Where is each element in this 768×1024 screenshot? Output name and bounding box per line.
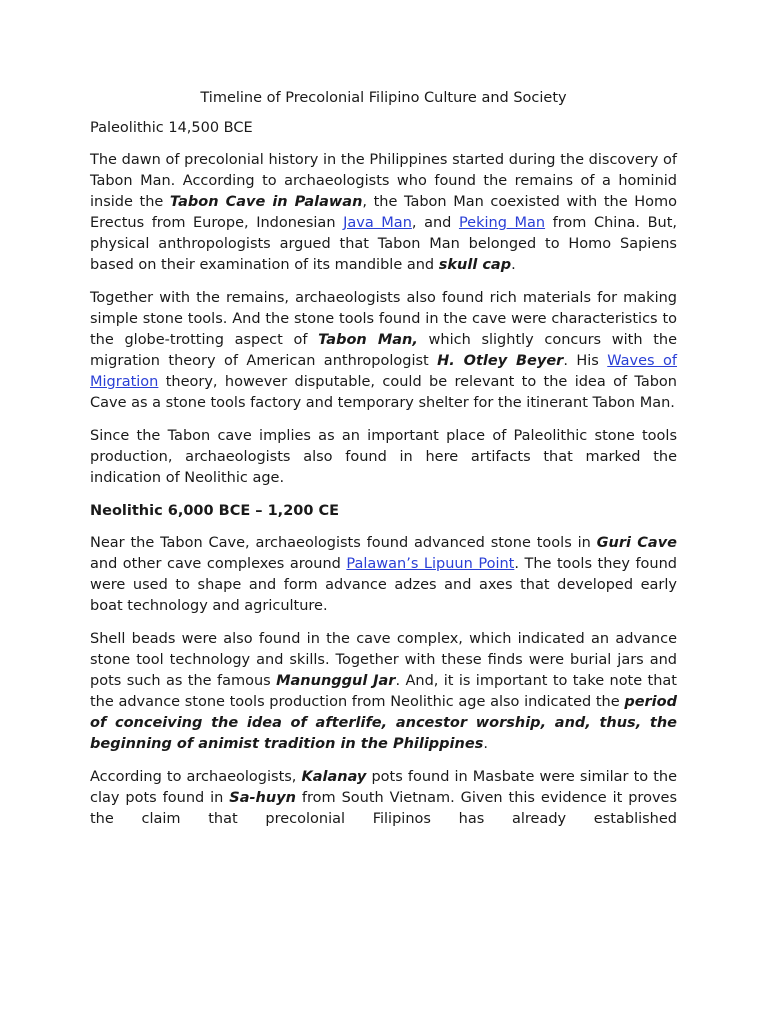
emphasized-text: Kalanay [301,769,367,785]
paragraph [90,767,677,830]
emphasized-text: Tabon Cave in Palawan [169,194,363,210]
emphasized-text: Sa-huyn [229,790,296,806]
text-run: which slightly concurs with the migration theory of American anthropologist [90,332,677,369]
text-run: . The tools they found were used to shape and form advance adzes and axes that developed early boat technology and agriculture. [90,556,678,614]
section-heading-paleolithic: Paleolithic 14,500 BCE [90,120,253,136]
text-run: . [511,257,516,273]
text-run: Shell beads were also found in the cave complex, which indicated an advance stone tool technology and skills. Together with these finds were burial jars and pots such as the famous [90,631,677,689]
section-neolithic [90,501,677,830]
hyperlink[interactable]: Java Man [343,215,412,231]
text-run: Together with the remains, archaeologists also found rich materials for making simple stone tools. And the stone tools found in the cave were characteristics to the globe-trotting aspect of [90,290,677,348]
text-run: and other cave complexes around [90,556,347,572]
text-run: . His [563,353,608,369]
emphasized-text: Manunggul Jar [276,673,396,689]
text-run: The dawn of precolonial history in the Philippines started during the discovery of Tabon Man. According to archaeologists who found the remains of a hominid inside the [90,152,677,210]
text-run: . And, it is important to take note that the advance stone tools production from Neolithic age also indicated the [90,673,677,710]
emphasized-text: skull cap [438,257,512,273]
text-run: theory, however disputable, could be relevant to the idea of Tabon Cave as a stone tools factory and temporary shelter for the itinerant Tabon Man. [90,374,677,411]
text-run: . [483,736,488,752]
text-run: Since the Tabon cave implies as an important place of Paleolithic stone tools production, archaeologists also found in here artifacts that marked the indication of Neolithic age. [90,428,677,486]
document-title: Timeline of Precolonial Filipino Culture and Society [200,90,567,106]
paragraph [90,426,677,489]
section-paleolithic [90,118,677,489]
hyperlink[interactable]: Palawan’s Lipuun Point [346,556,515,572]
paragraph [90,533,677,617]
text-run: , and [411,215,459,231]
emphasized-text: Tabon Man, [318,332,418,348]
hyperlink[interactable]: Peking Man [458,215,546,231]
text-run: According to archaeologists, [90,769,302,785]
text-run: from China. But, physical anthropologists argued that Tabon Man belonged to Homo Sapiens based on their examination of its mandible and [90,215,678,273]
section-heading-neolithic: Neolithic 6,000 BCE – 1,200 CE [90,503,340,519]
paragraph [90,629,677,755]
paragraph [90,288,677,414]
paragraph [90,150,677,276]
document-page [90,88,677,842]
text-run: from South Vietnam. Given this evidence it proves the claim that precolonial Filipinos has already established [90,790,677,827]
text-run: , the Tabon Man coexisted with the Homo Erectus from Europe, Indonesian [90,194,677,231]
emphasized-text: period of conceiving the idea of afterlife, ancestor worship, and, thus, the beginning of animist tradition in the Philippines [90,694,677,752]
hyperlink[interactable]: Waves of Migration [90,353,677,390]
emphasized-text: Guri Cave [596,535,677,551]
text-run: pots found in Masbate were similar to the clay pots found in [90,769,678,806]
text-run: Near the Tabon Cave, archaeologists found advanced stone tools in [90,535,597,551]
emphasized-text: H. Otley Beyer [437,353,564,369]
